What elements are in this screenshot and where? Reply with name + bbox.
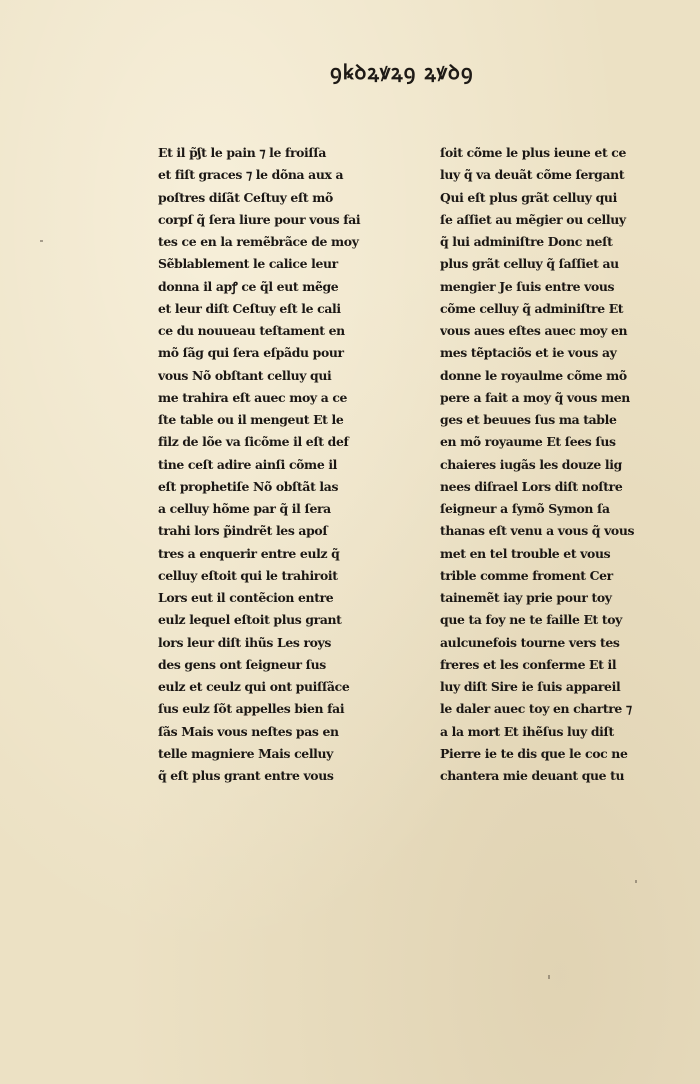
left-text-column <box>158 142 406 787</box>
right-column-line: ſeigneur a ſymõ Symon ſa <box>440 501 610 516</box>
left-column-line: ce du nouueau teſtament en <box>158 323 345 338</box>
left-column-line: q̃ eſt plus grant entre vous <box>158 768 334 783</box>
right-column-line: trible comme froment Cer <box>440 567 613 583</box>
right-column-line: le daler auec toy en chartre ⁊ <box>440 701 632 717</box>
right-column-line: luy q̃ va deuãt cõme ſergant <box>440 167 625 183</box>
left-column-line: eulz et ceulz qui ont puiſſãce <box>158 679 350 694</box>
left-column-line: et leur diſt Ceſtuy eſt le cali <box>158 300 341 316</box>
right-column-line: donne le royaulme cõme mõ <box>440 367 627 383</box>
margin-mark-left <box>40 240 43 242</box>
right-column-line: aulcunefois tourne vers tes <box>440 634 620 650</box>
left-column-line: Sẽblablement le calice leur <box>158 256 338 272</box>
running-head: ꝯꝃꝺꝝꝟꝝꝯ ꝝꝟꝺꝯ <box>330 60 474 84</box>
right-column-line: mes tẽptaciõs et ie vous ay <box>440 345 617 361</box>
right-column-line: en mõ royaume Et ſees ſus <box>440 434 616 450</box>
right-column-line: met en tel trouble et vous <box>440 545 611 561</box>
right-column-line: tainemẽt iay prie pour toy <box>440 590 612 605</box>
left-column-line: tes ce en la remẽbrãce de moy <box>158 234 359 249</box>
left-column-line: poſtres diſãt Ceſtuy eſt mõ <box>158 189 333 205</box>
right-column-line: vous aues eſtes auec moy en <box>440 323 628 338</box>
right-column-line: ſoit cõme le plus ieune et ce <box>440 145 627 160</box>
right-text-column <box>440 142 690 787</box>
left-column-line: Et il p̃ʃt le pain ⁊ le froiſſa <box>158 145 327 160</box>
right-column-line: ges et beuues ſus ma table <box>440 412 617 427</box>
right-column-line: thanas eſt venu a vous q̃ vous <box>440 523 635 539</box>
left-column-line: corpſ q̃ ſera liure pour vous fai <box>158 211 361 227</box>
left-column-line: trahi lors p̃indrẽt les apoſ <box>158 523 328 539</box>
left-column-line: filz de lõe va ſicõme il eſt def <box>158 434 349 450</box>
margin-mark-bottom <box>635 880 637 883</box>
left-column-line: a celluy hõme par q̃ il ſera <box>158 501 331 516</box>
right-column-line: ſe aſſiet au mẽgier ou celluy <box>440 211 626 227</box>
right-column-line: a la mort Et ihẽſus luy diſt <box>440 723 614 739</box>
right-column-line: mengier Je ſuis entre vous <box>440 278 615 294</box>
left-column-line: ſus eulz ſõt appelles bien fai <box>158 701 345 717</box>
left-column-line: et fiſt graces ⁊ le dõna aux a <box>158 167 344 183</box>
left-column-line: tres a enquerir entre eulz q̃ <box>158 545 340 561</box>
left-column-line: vous Nõ obſtant celluy qui <box>158 367 332 383</box>
left-column-line: telle magniere Mais celluy <box>158 745 334 761</box>
left-column-line: Lors eut il contẽcion entre <box>158 590 334 605</box>
right-column-line: Qui eſt plus grãt celluy qui <box>440 189 617 205</box>
left-column-line: eulz lequel eſtoit plus grant <box>158 612 342 628</box>
left-column-line: des gens ont ſeigneur ſus <box>158 656 326 672</box>
right-column-line: cõme celluy q̃ adminiſtre Et <box>440 300 624 316</box>
left-column-line: me trahira eſt auec moy a ce <box>158 389 348 405</box>
right-column-line: freres et les conferme Et il <box>440 656 617 672</box>
left-column-line: eſt prophetiſe Nõ obſtãt las <box>158 478 339 494</box>
right-column-line: que ta foy ne te faille Et toy <box>440 612 623 628</box>
right-column-line: nees diſrael Lors diſt noſtre <box>440 478 623 494</box>
left-column-line: tine ceſt adire ainſi cõme il <box>158 456 338 472</box>
right-column-line: luy diſt Sire ie ſuis appareil <box>440 679 621 694</box>
right-column-line: chantera mie deuant que tu <box>440 768 625 783</box>
left-column-line: donna il apꝭ ce q̃l eut mẽge <box>158 278 339 294</box>
left-column-line: celluy eſtoit qui le trahiroit <box>158 567 338 583</box>
margin-mark-bottom-2 <box>548 975 550 979</box>
right-column-line: q̃ lui adminiſtre Donc neſt <box>440 234 613 249</box>
left-column-line: mõ ſãg qui ſera eſpãdu pour <box>158 345 344 361</box>
right-column-line: Pierre ie te dis que le coc ne <box>440 745 628 761</box>
right-column-line: plus grãt celluy q̃ ſaſſiet au <box>440 256 619 272</box>
left-column-line: ſãs Mais vous neſtes pas en <box>158 723 339 739</box>
left-column-line: ſte table ou il mengeut Et le <box>158 412 344 427</box>
right-column-line: pere a fait a moy q̃ vous men <box>440 389 630 405</box>
right-column-line: chaieres iugãs les douze lig <box>440 456 622 472</box>
left-column-line: lors leur diſt ihũs Les roys <box>158 634 332 650</box>
